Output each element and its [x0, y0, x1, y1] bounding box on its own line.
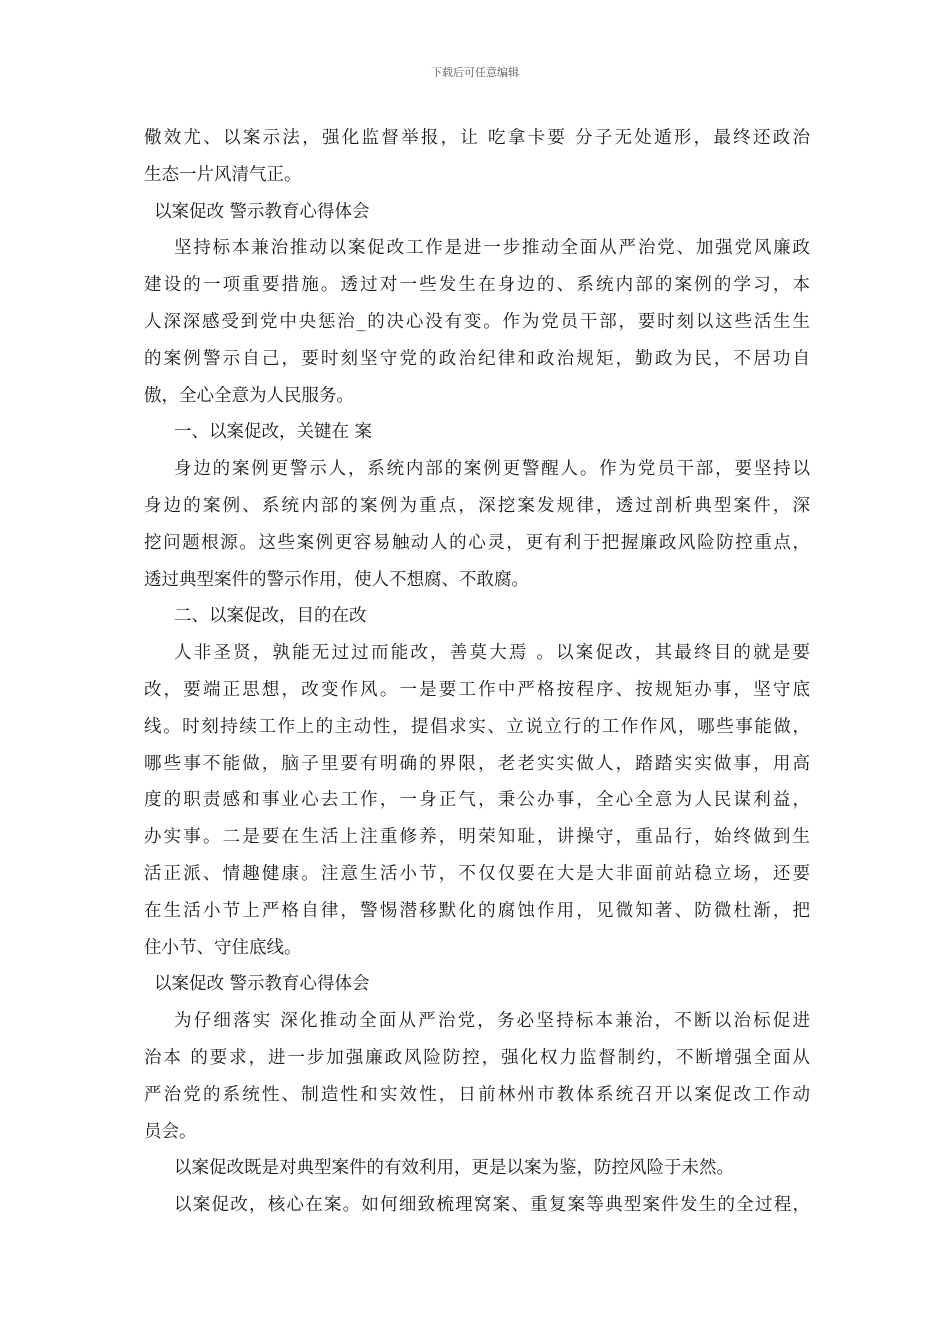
text-line: 以案促改 警示教育心得体会	[154, 974, 370, 995]
text-line: 二、以案促改，目的在改	[174, 606, 367, 627]
text-line: 儆效尤、以案示法，强化监督举报，让 吃拿卡要 分子无处遁形，最终还政治	[144, 128, 810, 148]
text-line: 身边的案例、系统内部的案例为重点，深挖案发规律，透过剖析典型案件，深	[144, 495, 810, 516]
text-line: 的案例警示自己，要时刻坚守党的政治纪律和政治规矩，勤政为民，不居功自	[144, 348, 810, 369]
document-body	[144, 120, 810, 1224]
text-line: 透过典型案件的警示作用，使人不想腐、不敢腐。	[144, 569, 529, 590]
text-line: 住小节、守住底线。	[144, 937, 302, 958]
text-line: 身边的案例更警示人，系统内部的案例更警醒人。作为党员干部，要坚持以	[174, 459, 810, 480]
text-line: 哪些事不能做，脑子里要有明确的界限，老老实实做人，踏踏实实做事，用高	[144, 753, 810, 774]
text-line: 人深深感受到党中央惩治_的决心没有变。作为党员干部，要时刻以这些活生生	[144, 311, 810, 332]
text-line: 人非圣贤，孰能无过过而能改，善莫大焉 。以案促改，其最终目的就是要	[174, 643, 810, 664]
page-header-note: 下载后可任意编辑	[431, 66, 519, 79]
text-line: 以案促改，核心在案。如何细致梳理窝案、重复案等典型案件发生的全过程，	[174, 1195, 810, 1216]
text-line: 度的职责感和事业心去工作，一身正气，秉公办事，全心全意为人民谋利益，	[144, 790, 810, 811]
text-line: 改，要端正思想，改变作风。一是要工作中严格按程序、按规矩办事，坚守底	[144, 679, 810, 700]
text-line: 傲，全心全意为人民服务。	[144, 385, 354, 406]
text-line: 员会。	[144, 1121, 197, 1142]
text-line: 以案促改 警示教育心得体会	[154, 201, 370, 222]
text-line: 办实事。二是要在生活上注重修养，明荣知耻，讲操守，重品行，始终做到生	[144, 827, 810, 848]
text-line: 挖问题根源。这些案例更容易触动人的心灵，更有利于把握廉政风险防控重点，	[144, 532, 810, 553]
text-line: 一、以案促改，关键在 案	[174, 422, 373, 443]
text-line: 治本 的要求，进一步加强廉政风险防控，强化权力监督制约，不断增强全面从	[144, 1047, 810, 1068]
text-line: 为仔细落实 深化推动全面从严治党，务必坚持标本兼治，不断以治标促进	[174, 1011, 810, 1032]
text-line: 严治党的系统性、制造性和实效性，日前林州市教体系统召开以案促改工作动	[144, 1084, 810, 1105]
text-line: 生态一片风清气正。	[144, 164, 302, 185]
text-line: 以案促改既是对典型案件的有效利用，更是以案为鉴，防控风险于未然。	[174, 1158, 734, 1179]
text-line: 在生活小节上严格自律，警惕潜移默化的腐蚀作用，见微知著、防微杜渐，把	[144, 900, 810, 921]
text-line: 活正派、情趣健康。注意生活小节，不仅仅要在大是大非面前站稳立场，还要	[144, 863, 810, 884]
text-line: 线。时刻持续工作上的主动性，提倡求实、立说立行的工作作风，哪些事能做，	[144, 716, 810, 737]
text-line: 建设的一项重要措施。透过对一些发生在身边的、系统内部的案例的学习，本	[144, 275, 810, 296]
text-line: 坚持标本兼治推动以案促改工作是进一步推动全面从严治党、加强党风廉政	[174, 238, 810, 259]
